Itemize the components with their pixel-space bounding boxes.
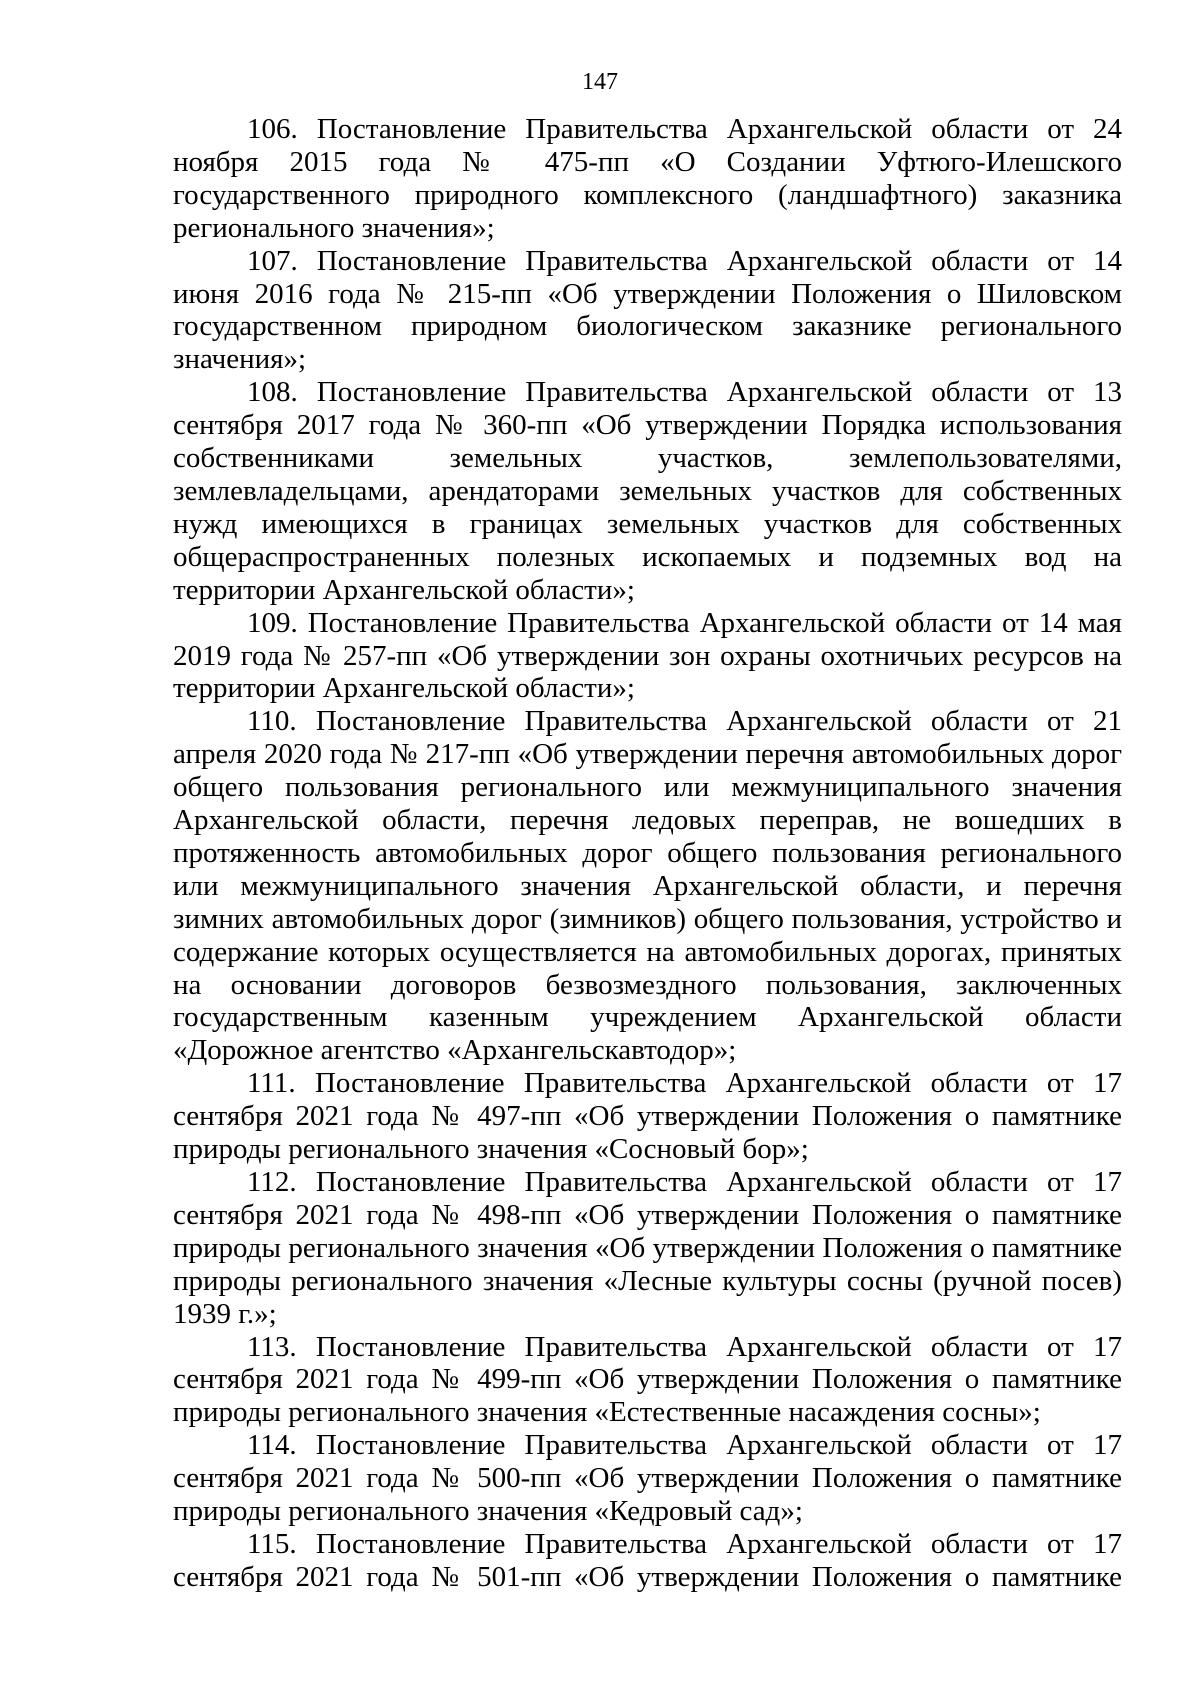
list-item: [173, 1166, 1122, 1331]
item-number: 110.: [247, 705, 297, 738]
item-number: 109.: [247, 606, 298, 639]
document-body: [173, 113, 1122, 1594]
item-number: 111.: [247, 1067, 296, 1100]
item-text: Постановление Правительства Архангельской области от 21 апреля 2020 года № 217-пп «Об утверждении перечня автомобильных дорог общего пользования регионального или межмуниципального значения Архангельской области, перечня ледовых переправ, не вошедших в протяженность автомобильных дорог общего пользования регионального или межмуниципального значения Архангельской области, и перечня зимних автомобильных дорог (зимников) общего пользования, устройство и содержание которых осуществляется на автомобильных дорогах, принятых на основании договоров безвозмездного пользования, заключенных государственным казенным учреждением Архангельской области «Дорожное агентство «Архангельскавтодор»;: [173, 705, 1122, 1067]
list-item: [173, 705, 1122, 1067]
item-text: Постановление Правительства Архангельской области от 17 сентября 2021 года № 497-пп «Об утверждении Положения о памятнике природы регионального значения «Сосновый бор»;: [173, 1067, 1123, 1166]
item-text: Постановление Правительства Архангельской области от 17 сентября 2021 года № 498-пп «Об утверждении Положения о памятнике природы регионального значения «Об утверждении Положения о памятнике природы регионального значения «Лесные культуры сосны (ручной посев) 1939 г.»;: [173, 1166, 1122, 1330]
item-text: Постановление Правительства Архангельской области от 13 сентября 2017 года № 360-пп «Об утверждении Порядка использования собственниками земельных участков, землепользователями, землевладельцами, арендаторами земельных участков для собственных нужд имеющихся в границах земельных участков для собственных общераспространенных полезных ископаемых и подземных вод на территории Архангельской области»;: [173, 376, 1122, 606]
list-item: [173, 1067, 1122, 1166]
list-item: [173, 376, 1122, 606]
item-text: Постановление Правительства Архангельской области от 17 сентября 2021 года № 499-пп «Об утверждении Положения о памятнике природы регионального значения «Естественные насаждения сосны»;: [173, 1330, 1122, 1429]
item-number: 108.: [247, 376, 298, 409]
list-item: [173, 1429, 1122, 1528]
item-number: 107.: [247, 244, 298, 277]
item-text: Постановление Правительства Архангельской области от 17 сентября 2021 года № 501-пп «Об утверждении Положения о памятнике: [173, 1527, 1122, 1593]
item-number: 115.: [247, 1527, 297, 1560]
item-text: Постановление Правительства Архангельской области от 14 июня 2016 года № 215-пп «Об утверждении Положения о Шиловском государственном природном биологическом заказнике регионального значения»;: [173, 244, 1122, 376]
item-text: Постановление Правительства Архангельской области от 14 мая 2019 года № 257-пп «Об утверждении зон охраны охотничьих ресурсов на территории Архангельской области»;: [173, 606, 1123, 705]
item-text: Постановление Правительства Архангельской области от 17 сентября 2021 года № 500-пп «Об утверждении Положения о памятнике природы регионального значения «Кедровый сад»;: [173, 1429, 1122, 1528]
item-number: 113.: [247, 1330, 297, 1363]
item-number: 106.: [247, 113, 298, 145]
list-item: [173, 607, 1122, 706]
list-item: [173, 113, 1122, 245]
item-number: 114.: [247, 1429, 297, 1462]
list-item: [173, 1528, 1122, 1594]
page-number: 147: [582, 69, 618, 95]
list-item: [173, 1331, 1122, 1430]
item-number: 112.: [247, 1166, 297, 1198]
item-text: Постановление Правительства Архангельской области от 24 ноября 2015 года № 475-пп «О Создании Уфтюго-Илешского государственного природного комплексного (ландшафтного) заказника регионального значения»;: [173, 113, 1122, 244]
list-item: [173, 245, 1122, 377]
